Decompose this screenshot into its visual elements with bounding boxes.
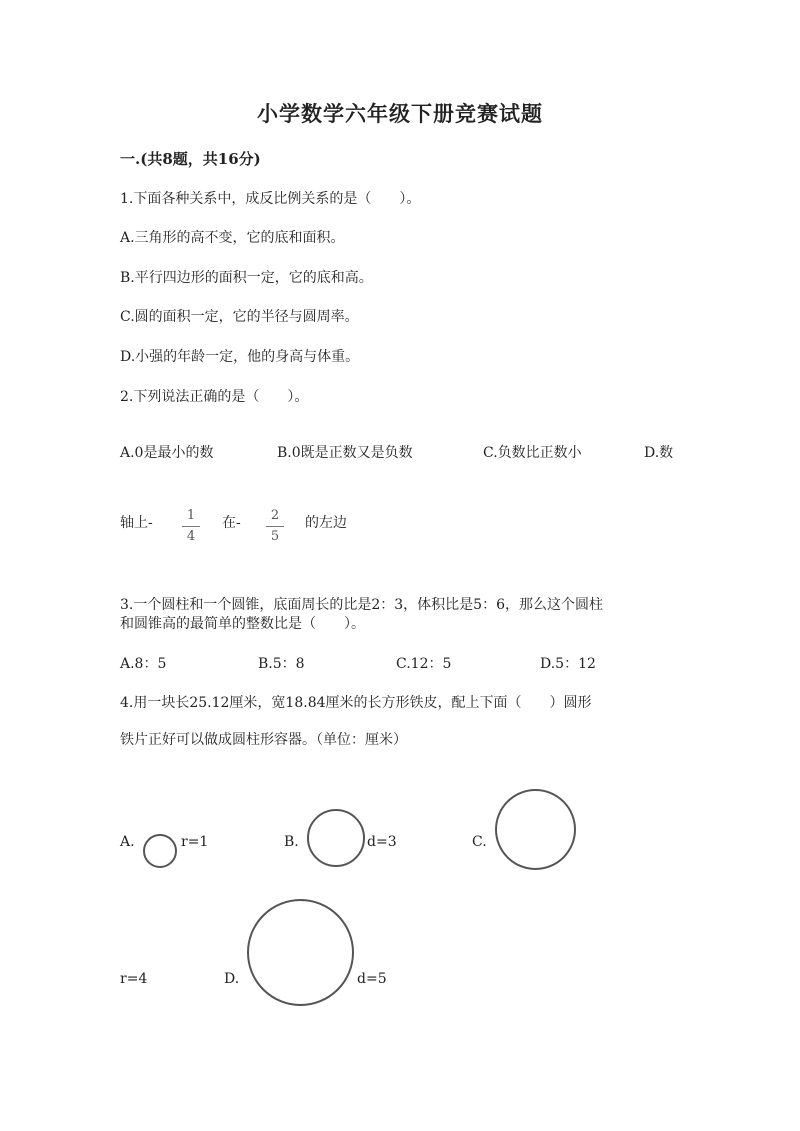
q2-option-d-end: 的左边 <box>305 515 347 531</box>
q1-option-c: C.圆的面积一定，它的半径与圆周率。 <box>120 309 359 325</box>
circle-option-b <box>307 809 365 867</box>
q4-option-d-label: D. <box>224 971 240 987</box>
circle-option-c <box>495 789 576 870</box>
fraction-one-quarter <box>182 507 200 546</box>
circle-option-d <box>247 899 354 1006</box>
fraction-bar <box>182 526 200 527</box>
circle-option-a <box>143 834 177 868</box>
fraction-bar <box>266 526 284 527</box>
q2-option-c: C.负数比正数小 <box>483 445 582 461</box>
q4-option-c-label: C. <box>472 834 487 850</box>
fraction-denominator: 5 <box>270 529 280 544</box>
fraction-two-fifths <box>266 507 284 546</box>
q2-option-d-mid: 在- <box>222 515 241 531</box>
q4-option-a-value: r=1 <box>181 834 209 850</box>
q2-option-d-start: D.数 <box>644 445 674 461</box>
section-heading: 一.(共8题，共16分) <box>120 150 261 168</box>
q3-stem-line2: 和圆锥高的最简单的整数比是（ ）。 <box>120 616 365 632</box>
q2-option-b: B.0既是正数又是负数 <box>277 445 413 461</box>
q4-option-a-label: A. <box>120 834 135 850</box>
q1-stem: 1.下面各种关系中，成反比例关系的是（ ）。 <box>120 191 421 207</box>
fraction-denominator: 4 <box>186 529 196 544</box>
q1-option-a: A.三角形的高不变，它的底和面积。 <box>120 230 345 246</box>
q3-option-b: B.5：8 <box>258 656 305 672</box>
q4-stem-line1: 4.用一块长25.12厘米，宽18.84厘米的长方形铁皮，配上下面（ ）圆形 <box>120 695 592 711</box>
q4-option-c-value: r=4 <box>120 971 148 987</box>
q3-option-a: A.8：5 <box>120 656 167 672</box>
q2-option-d-prefix: 轴上- <box>120 515 153 531</box>
q1-option-b: B.平行四边形的面积一定，它的底和高。 <box>120 270 373 286</box>
page-title: 小学数学六年级下册竞赛试题 <box>257 101 543 126</box>
q1-option-d: D.小强的年龄一定，他的身高与体重。 <box>120 349 360 365</box>
q4-option-d-value: d=5 <box>357 971 387 987</box>
q2-stem: 2.下列说法正确的是（ ）。 <box>120 389 309 405</box>
q3-option-c: C.12：5 <box>396 656 452 672</box>
q3-option-d: D.5：12 <box>540 656 596 672</box>
q4-option-b-label: B. <box>284 834 299 850</box>
q4-option-b-value: d=3 <box>367 834 397 850</box>
fraction-numerator: 2 <box>270 508 280 523</box>
q3-stem-line1: 3.一个圆柱和一个圆锥，底面周长的比是2：3，体积比是5：6，那么这个圆柱 <box>120 597 603 613</box>
q2-option-a: A.0是最小的数 <box>120 445 214 461</box>
q4-stem-line2: 铁片正好可以做成圆柱形容器。（单位：厘米） <box>120 732 407 748</box>
fraction-numerator: 1 <box>186 508 196 523</box>
